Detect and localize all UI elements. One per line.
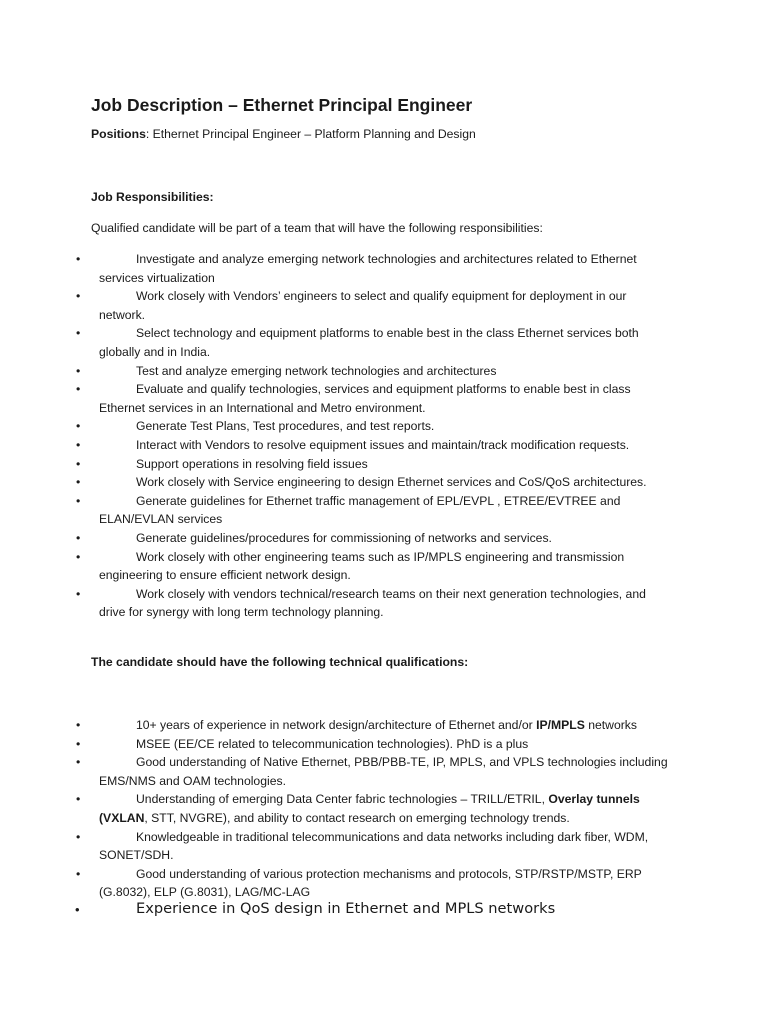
positions-line: [91, 127, 476, 141]
list-item-text: Interact with Vendors to resolve equipment issues and maintain/track modification requests.: [136, 437, 630, 452]
responsibilities-heading: Job Responsibilities:: [91, 190, 214, 204]
list-item-text: Generate Test Plans, Test procedures, and test reports.: [136, 419, 435, 434]
bullet-icon: •: [76, 493, 81, 508]
list-item: [0, 417, 674, 436]
responsibilities-list: [0, 250, 768, 622]
list-item: [0, 865, 674, 902]
bullet-icon: •: [76, 755, 81, 770]
list-item: [0, 436, 674, 455]
bullet-icon: •: [75, 902, 80, 917]
list-item: [0, 548, 674, 585]
list-item: [0, 585, 674, 622]
list-item: [0, 250, 674, 287]
list-item-text: networks: [584, 718, 637, 732]
bullet-icon: •: [76, 252, 81, 266]
list-item-emphasis: Overlay tunnels (VXLAN: [99, 792, 640, 825]
list-item-text: Work closely with Vendors’ engineers to select and qualify equipment for deployment in our network.: [99, 289, 627, 322]
list-item-text: Experience in QoS design in Ethernet and MPLS networks: [136, 900, 556, 917]
list-item: [0, 716, 674, 735]
list-item-text: Work closely with other engineering teams such as IP/MPLS engineering and transmission engineering to ensure efficient network design.: [99, 549, 625, 583]
list-item: [0, 473, 674, 492]
bullet-icon: •: [76, 456, 81, 471]
list-item: [0, 380, 674, 417]
list-item-text: Test and analyze emerging network technologies and architectures: [136, 363, 497, 378]
list-item: [0, 790, 674, 827]
bullet-icon: •: [76, 437, 81, 452]
list-item: [0, 362, 674, 381]
list-item: [0, 753, 674, 790]
list-item: [0, 324, 674, 361]
list-item-text: Good understanding of various protection mechanisms and protocols, STP/RSTP/MSTP, ERP (G.8032), ELP (G.8031), LAG/MC-LAG: [99, 866, 642, 900]
list-item: [0, 735, 674, 754]
list-item-text: Evaluate and qualify technologies, services and equipment platforms to enable best in class Ethernet services in an International and Metro environment.: [99, 382, 631, 415]
bullet-icon: •: [76, 718, 81, 732]
responsibilities-intro: Qualified candidate will be part of a team that will have the following responsibilities:: [91, 221, 543, 235]
page-title: Job Description – Ethernet Principal Engineer: [91, 95, 473, 115]
list-item-text: Generate guidelines for Ethernet traffic management of EPL/EVPL , ETREE/EVTREE and ELAN/EVLAN services: [99, 493, 621, 527]
list-item-text: , STT, NVGRE), and ability to contact research on emerging technology trends.: [144, 810, 570, 825]
positions-label: Positions: [91, 127, 146, 141]
list-item-text: MSEE (EE/CE related to telecommunication technologies). PhD is a plus: [136, 736, 529, 751]
bullet-icon: •: [76, 736, 81, 751]
bullet-icon: •: [76, 530, 81, 545]
list-item-text: Work closely with Service engineering to design Ethernet services and CoS/QoS architectures.: [136, 475, 647, 490]
positions-value: : Ethernet Principal Engineer – Platform Planning and Design: [145, 127, 476, 141]
qualifications-heading: The candidate should have the following technical qualifications:: [91, 655, 469, 669]
bullet-icon: •: [76, 289, 81, 304]
list-item: [0, 828, 674, 865]
list-item: [0, 492, 674, 529]
list-item: [0, 529, 674, 548]
bullet-icon: •: [76, 586, 81, 601]
list-item-text: Knowledgeable in traditional telecommunications and data networks including dark fiber, WDM, SONET/SDH.: [99, 829, 649, 863]
bullet-icon: •: [76, 382, 81, 397]
bullet-icon: •: [76, 475, 81, 490]
bullet-icon: •: [76, 549, 81, 564]
bullet-icon: •: [76, 829, 81, 844]
bullet-icon: •: [76, 792, 81, 807]
list-item: [0, 287, 674, 324]
list-item-text: Understanding of emerging Data Center fabric technologies – TRILL/ETRIL,: [136, 792, 549, 807]
bullet-icon: •: [76, 866, 81, 881]
list-item: [0, 455, 674, 474]
bullet-icon: •: [76, 326, 81, 341]
list-item-text: Investigate and analyze emerging network technologies and architectures related to Ethernet services virtualization: [99, 252, 637, 285]
bullet-icon: •: [76, 363, 81, 378]
qualifications-list: [0, 716, 768, 902]
list-item-text: Support operations in resolving field issues: [136, 456, 368, 471]
list-item-text: Work closely with vendors technical/research teams on their next generation technologies, and drive for synergy with long term technology planning.: [99, 586, 646, 620]
list-item-text: 10+ years of experience in network design/architecture of Ethernet and/or: [136, 718, 537, 732]
list-item-emphasis: IP/MPLS: [536, 718, 585, 732]
list-item-text: Generate guidelines/procedures for commissioning of networks and services.: [136, 530, 552, 545]
bullet-icon: •: [76, 419, 81, 434]
list-item-text: Select technology and equipment platforms to enable best in the class Ethernet services both globally and in India.: [99, 326, 639, 359]
list-item-text: Good understanding of Native Ethernet, PBB/PBB-TE, IP, MPLS, and VPLS technologies including EMS/NMS and OAM technologies.: [99, 755, 668, 788]
